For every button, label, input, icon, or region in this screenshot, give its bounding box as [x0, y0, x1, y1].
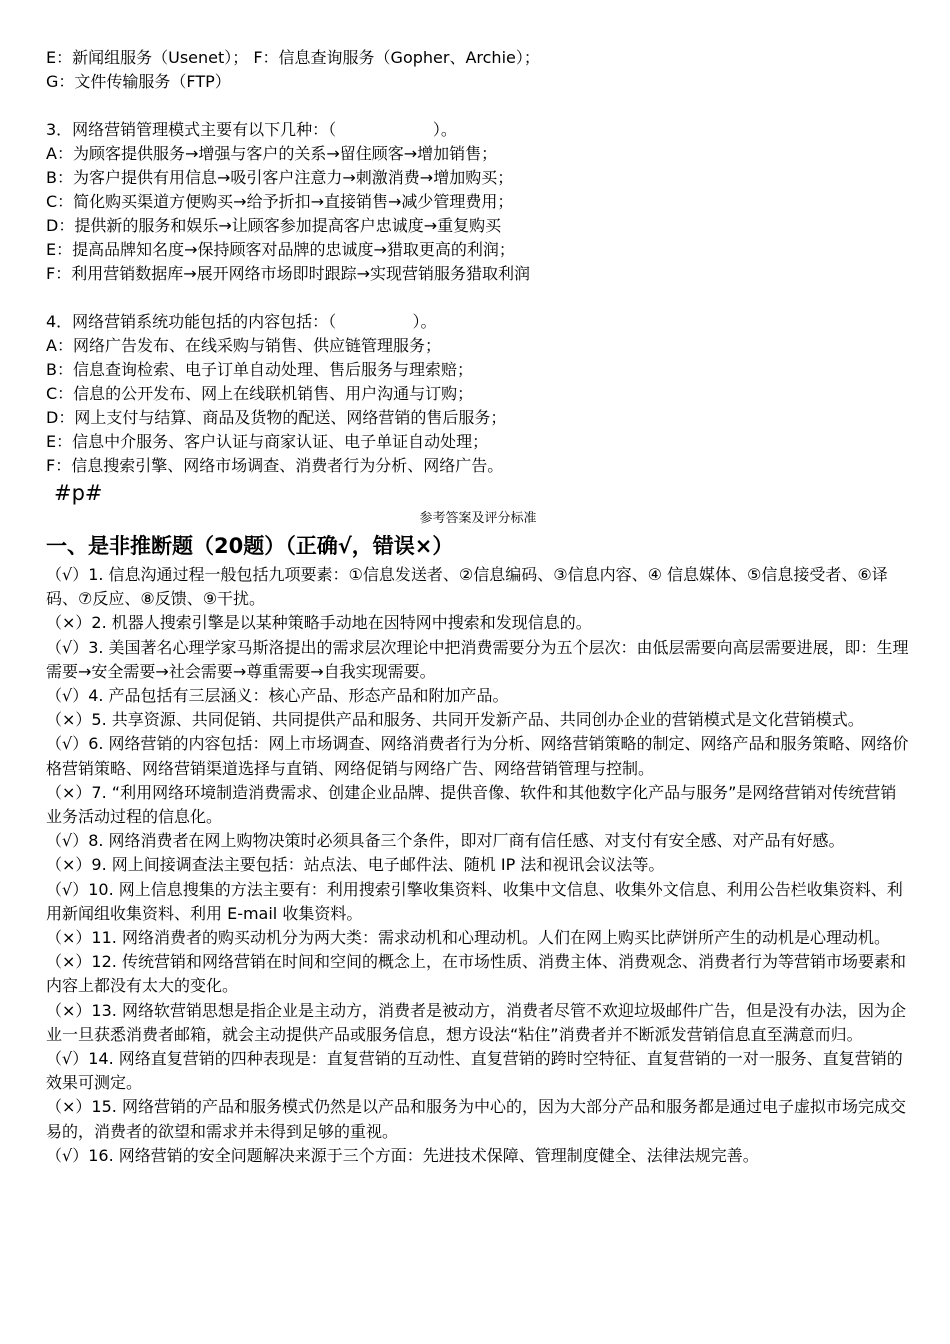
answer-text: 10. 网上信息搜集的方法主要有：利用搜索引擎收集资料、收集中文信息、收集外文信息、利用公告栏收集资料、利用新闻组收集资料、利用 E-mail 收集资料。	[46, 879, 903, 923]
answer-item	[46, 829, 910, 853]
option-a: A：网络广告发布、在线采购与销售、供应链管理服务；	[46, 336, 441, 355]
answer-text: 8. 网络消费者在网上购物决策时必须具备三个条件，即对厂商有信任感、对支付有安全感、对产品有好感。	[88, 831, 845, 851]
answer-item	[46, 1047, 910, 1095]
option-b: B：为客户提供有用信息→吸引客户注意力→刺激消费→增加购买；	[46, 168, 514, 187]
answer-text: 11. 网络消费者的购买动机分为两大类：需求动机和心理动机。人们在网上购买比萨饼所产生的动机是心理动机。	[91, 928, 890, 948]
answer-mark: （√）	[46, 734, 89, 754]
answer-text: 2. 机器人搜索引擎是以某种策略手动地在因特网中搜索和发现信息的。	[91, 613, 592, 633]
option-d: D：网上支付与结算、商品及货物的配送、网络营销的售后服务；	[46, 408, 507, 427]
question-stem: 4．网络营销系统功能包括的内容包括：（ ）。	[46, 312, 437, 331]
answer-item	[46, 684, 910, 708]
option-c: C：信息的公开发布、网上在线联机销售、用户沟通与订购；	[46, 384, 474, 403]
answer-text: 13. 网络软营销思想是指企业是主动方，消费者是被动方，消费者尽管不欢迎垃圾邮件广告，但是没有办法，因为企业一旦获悉消费者邮箱，就会主动提供产品或服务信息，想方设法“粘住”消费者并不断派发营销信息直至满意而归。	[46, 1000, 906, 1044]
answer-text: 5. 共享资源、共同促销、共同提供产品和服务、共同开发新产品、共同创办企业的营销模式是文化营销模式。	[91, 710, 864, 730]
answer-mark: （×）	[46, 952, 92, 972]
option-e: E：信息中介服务、客户认证与商家认证、电子单证自动处理；	[46, 432, 489, 451]
option-a: A：为顾客提供服务→增强与客户的关系→留住顾客→增加销售；	[46, 144, 498, 163]
answer-mark: （×）	[46, 855, 92, 875]
option-c: C：简化购买渠道方便购买→给予折扣→直接销售→减少管理费用；	[46, 192, 514, 211]
answer-item	[46, 636, 910, 684]
page-break-marker: #p#	[54, 481, 103, 505]
text-line: G：文件传输服务（FTP）	[46, 72, 231, 91]
answer-text: 14. 网络直复营销的四种表现是：直复营销的互动性、直复营销的跨时空特征、直复营销的一对一服务、直复营销的效果可测定。	[46, 1049, 903, 1093]
option-f: F：利用营销数据库→展开网络市场即时跟踪→实现营销服务猎取利润	[46, 264, 531, 283]
option-d: D：提供新的服务和娱乐→让顾客参加提高客户忠诚度→重复购买	[46, 216, 502, 235]
answer-item	[46, 563, 910, 611]
answer-list	[46, 563, 910, 1168]
answer-mark: （√）	[46, 637, 89, 657]
answer-mark: （×）	[46, 782, 92, 802]
answer-text: 7. “利用网络环境制造消费需求、创建企业品牌、提供音像、软件和其他数字化产品与服务”是网络营销对传统营销业务活动过程的信息化。	[46, 782, 897, 827]
answer-mark: （×）	[46, 1097, 92, 1117]
answer-item	[46, 926, 910, 950]
option-f: F：信息搜索引擎、网络市场调查、消费者行为分析、网络广告。	[46, 456, 504, 475]
section-heading: 一、是非推断题（20题）（正确√，错误×）	[46, 534, 454, 558]
answer-item	[46, 732, 910, 780]
answer-item	[46, 878, 910, 926]
answer-text: 15. 网络营销的产品和服务模式仍然是以产品和服务为中心的，因为大部分产品和服务都是通过电子虚拟市场完成交易的，消费者的欲望和需求并未得到足够的重视。	[46, 1097, 906, 1141]
answer-mark: （√）	[46, 1145, 89, 1165]
answer-item	[46, 950, 910, 998]
answer-mark: （×）	[46, 710, 92, 730]
answer-item	[46, 853, 910, 877]
answers-title: 参考答案及评分标准	[419, 511, 537, 526]
question-stem: 3．网络营销管理模式主要有以下几种：（ ）。	[46, 120, 457, 139]
option-b: B：信息查询检索、电子订单自动处理、售后服务与理索赔；	[46, 360, 473, 379]
answer-item	[46, 611, 910, 635]
answer-text: 6. 网络营销的内容包括：网上市场调查、网络消费者行为分析、网络营销策略的制定、网络产品和服务策略、网络价格营销策略、网络营销渠道选择与直销、网络促销与网络广告、网络营销管理与控制。	[46, 734, 909, 778]
question-4	[46, 310, 910, 478]
answer-text: 9. 网上间接调查法主要包括：站点法、电子邮件法、随机 IP 法和视讯会议法等。	[91, 855, 665, 875]
question-3	[46, 118, 910, 286]
answer-text: 4. 产品包括有三层涵义：核心产品、形态产品和附加产品。	[88, 686, 509, 706]
answer-text: 12. 传统营销和网络营销在时间和空间的概念上，在市场性质、消费主体、消费观念、消费者行为等营销市场要素和内容上都没有太大的变化。	[46, 952, 906, 996]
answer-item	[46, 999, 910, 1047]
answer-text: 3. 美国著名心理学家马斯洛提出的需求层次理论中把消费需要分为五个层次：由低层需要向高层需要进展，即：生理需要→安全需要→社会需要→尊重需要→自我实现需要。	[46, 637, 909, 681]
answer-mark: （√）	[46, 1049, 89, 1069]
top-lines	[46, 46, 910, 94]
answer-mark: （√）	[46, 686, 89, 706]
answer-text: 1. 信息沟通过程一般包括九项要素：①信息发送者、②信息编码、③信息内容、④ 信息媒体、⑤信息接受者、⑥译码、⑦反应、⑧反馈、⑨干扰。	[46, 565, 888, 609]
answer-mark: （×）	[46, 928, 92, 948]
text-line: E：新闻组服务（Usenet）； F：信息查询服务（Gopher、Archie）；	[46, 48, 540, 67]
answer-mark: （×）	[46, 1000, 92, 1020]
answer-mark: （√）	[46, 879, 89, 899]
answer-text: 16. 网络营销的安全问题解决来源于三个方面：先进技术保障、管理制度健全、法律法规完善。	[88, 1145, 759, 1165]
answer-item	[46, 708, 910, 732]
answer-item	[46, 781, 910, 829]
answer-mark: （√）	[46, 831, 89, 851]
option-e: E：提高品牌知名度→保持顾客对品牌的忠诚度→猎取更高的利润；	[46, 240, 515, 259]
answer-item	[46, 1144, 910, 1168]
answer-item	[46, 1095, 910, 1143]
answer-mark: （×）	[46, 613, 92, 633]
answer-mark: （√）	[46, 565, 89, 584]
